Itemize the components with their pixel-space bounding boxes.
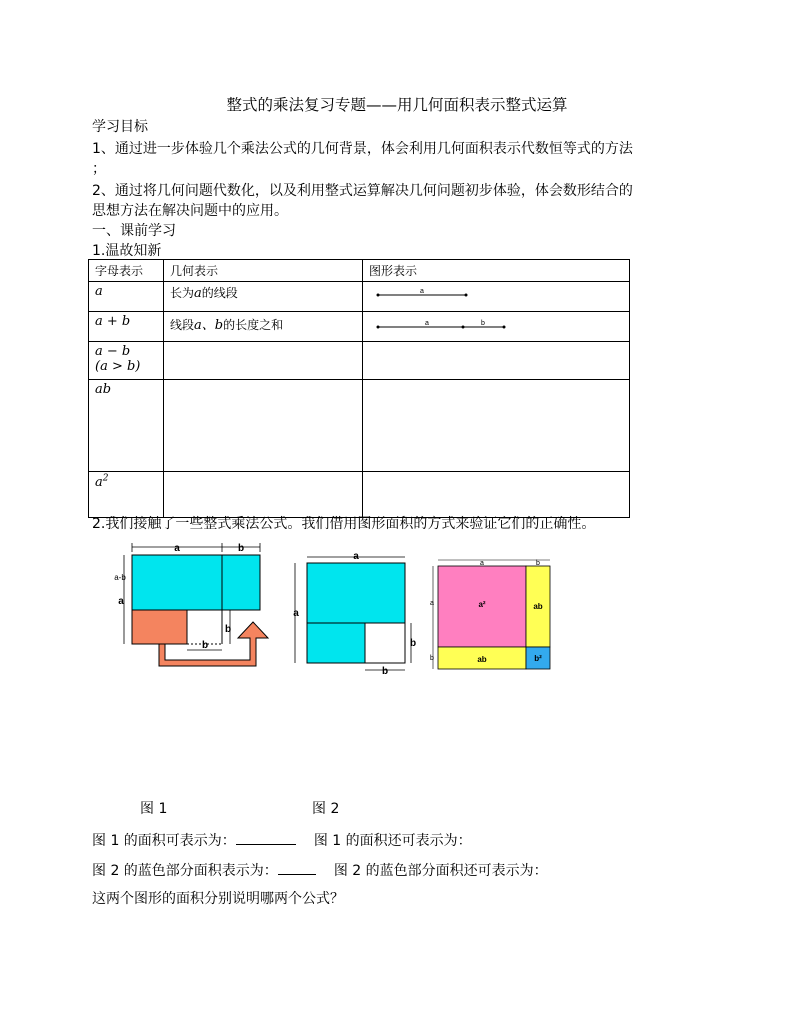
cell-geometry: 线段a、b的长度之和 [164, 312, 363, 342]
figure-1 [110, 540, 280, 670]
q2-blank-a[interactable] [278, 860, 316, 875]
cell-figure [363, 380, 630, 472]
subheading-review: 1.温故知新 [92, 243, 162, 259]
question-1 [92, 830, 472, 850]
caption-figure-2: 图 2 [312, 801, 340, 817]
q2-label-b: 图 2 的蓝色部分面积还可表示为： [333, 863, 548, 879]
fig3-label-b-left: b [430, 655, 434, 662]
cell-geometry [164, 380, 363, 472]
segment-label-a: a [425, 320, 429, 327]
cell-figure [363, 472, 630, 518]
cell-letter: a + b [89, 312, 164, 342]
fig2-label-b-right: b [409, 638, 417, 649]
question-2 [92, 860, 548, 880]
header-letter: 字母表示 [89, 260, 164, 282]
table-row [89, 282, 630, 312]
fig2-label-b-bottom: b [381, 666, 389, 676]
fig1-orange-rect [132, 610, 187, 644]
fig3-label-ab-right: ab [533, 602, 543, 611]
goal-2-line1: 2、通过将几何问题代数化，以及利用整式运算解决几何问题初步体验，体会数形结合的 [92, 183, 633, 199]
figure-3 [424, 552, 560, 676]
cell-figure [363, 342, 630, 380]
segment-a-figure [363, 282, 629, 308]
cell-geometry: 长为a的线段 [164, 282, 363, 312]
q1-blank-a[interactable] [236, 830, 296, 845]
fig1-label-b-bottom: b [201, 640, 209, 651]
table-row [89, 380, 630, 472]
cell-geometry [164, 472, 363, 518]
segment-label-b: b [481, 320, 485, 327]
subheading-formulas: 2.我们接触了一些整式乘法公式。我们借用图形面积的方式来验证它们的正确性。 [92, 516, 596, 532]
fig1-label-b-top: b [237, 543, 245, 554]
fig3-label-b2: b² [534, 654, 542, 663]
goal-2-line2: 思想方法在解决问题中的应用。 [92, 203, 288, 219]
table-row [89, 312, 630, 342]
fig3-label-a-left: a [430, 600, 434, 607]
fig3-label-a2: a² [478, 600, 486, 609]
cell-letter: $a^2$ [89, 472, 164, 518]
table-header-row [89, 260, 630, 282]
q2-label-a: 图 2 的蓝色部分面积表示为： [92, 863, 278, 879]
fig1-label-a-top: a [174, 543, 180, 554]
cell-figure [363, 312, 630, 342]
fig1-label-amb: a-b [114, 573, 126, 582]
review-table [88, 259, 630, 518]
question-3: 这两个图形的面积分别说明哪两个公式？ [92, 891, 344, 907]
fig1-label-b-right: b [224, 624, 232, 635]
fig3-label-ab-bottom: ab [477, 655, 487, 664]
q1-label-b: 图 1 的面积还可表示为： [313, 833, 472, 849]
fig2-white-square [365, 623, 405, 663]
cell-letter: ab [89, 380, 164, 472]
cell-letter: a [89, 282, 164, 312]
fig1-label-a-left: a [118, 596, 124, 607]
header-figure: 图形表示 [363, 260, 630, 282]
figure-2 [285, 548, 425, 676]
page-title: 整式的乘法复习专题——用几何面积表示整式运算 [226, 96, 568, 114]
table-row [89, 342, 630, 380]
goal-1-line2: ； [92, 161, 106, 177]
part-1-heading: 一、课前学习 [92, 223, 176, 239]
caption-figure-1: 图 1 [140, 801, 168, 817]
cell-letter: a − b (a > b) [89, 342, 164, 380]
fig3-label-a-top: a [480, 560, 484, 567]
fig1-cyan-rect [132, 555, 260, 610]
fig2-label-a-top: a [353, 551, 359, 562]
cell-figure [363, 282, 630, 312]
goal-1-line1: 1、通过进一步体验几个乘法公式的几何背景，体会利用几何面积表示代数恒等式的方法 [92, 141, 633, 157]
section-goal-heading: 学习目标 [92, 119, 148, 135]
segment-ab-figure [363, 312, 629, 338]
table-row [89, 472, 630, 518]
cell-geometry [164, 342, 363, 380]
header-geometry: 几何表示 [164, 260, 363, 282]
fig2-label-a-left: a [293, 608, 299, 619]
q1-label-a: 图 1 的面积可表示为： [92, 833, 236, 849]
segment-label-a: a [420, 288, 424, 295]
fig3-label-b-top: b [536, 560, 540, 567]
